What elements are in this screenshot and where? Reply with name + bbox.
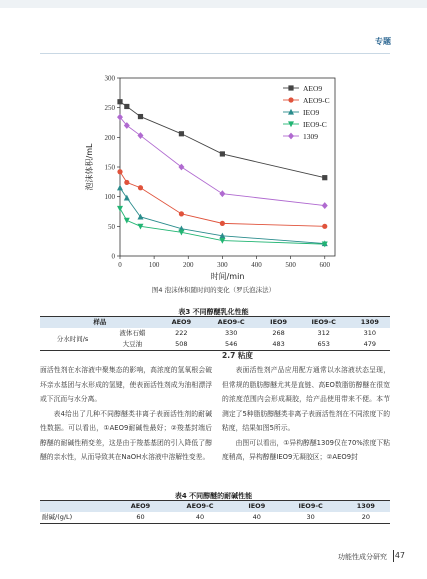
table-header-cell: AEO9-C bbox=[217, 318, 245, 326]
table-cell: 20 bbox=[361, 513, 370, 521]
section-tag: 专题 bbox=[375, 37, 391, 46]
legend-marker bbox=[288, 97, 293, 102]
series-line bbox=[120, 102, 325, 178]
y-axis-label: 泡沫体积/mL bbox=[85, 143, 94, 191]
data-point bbox=[219, 190, 225, 197]
journal-name: 功能性成分研究 bbox=[338, 553, 387, 561]
left-text-column bbox=[40, 363, 212, 465]
x-tick-label: 500 bbox=[285, 261, 296, 269]
table-cell: 40 bbox=[252, 513, 261, 521]
row-label-cell: 耐碱/(g/L) bbox=[42, 513, 73, 521]
x-tick-label: 0 bbox=[118, 261, 122, 269]
table4-caption: 表4 不同醇醚的耐碱性能 bbox=[174, 492, 253, 500]
legend-label: AEO9-C bbox=[303, 96, 330, 105]
data-point bbox=[117, 99, 122, 104]
data-point bbox=[124, 104, 129, 109]
legend-label: AEO9 bbox=[303, 84, 323, 93]
legend-marker bbox=[288, 85, 293, 90]
top-band bbox=[0, 0, 427, 8]
y-tick-label: 250 bbox=[104, 104, 115, 113]
table-header-cell: IEO9 bbox=[248, 502, 266, 510]
legend-label: IEO9 bbox=[303, 108, 320, 117]
table-header-cell: AEO9-C bbox=[186, 502, 214, 510]
data-point bbox=[179, 131, 184, 136]
data-point bbox=[322, 224, 327, 229]
table-cell: 60 bbox=[136, 513, 145, 521]
legend-label: 1309 bbox=[303, 132, 318, 141]
data-point bbox=[138, 185, 143, 190]
row-label-cell: 液体石蜡 bbox=[119, 329, 146, 337]
table-header-cell: IEO9 bbox=[270, 318, 288, 326]
table-cell: 30 bbox=[306, 513, 315, 521]
series-line bbox=[120, 172, 325, 227]
table-cell: 330 bbox=[224, 329, 238, 337]
table-cell: 479 bbox=[363, 340, 376, 348]
emulsification-table bbox=[40, 316, 390, 351]
data-point bbox=[117, 206, 123, 212]
table-cell: 310 bbox=[363, 329, 376, 337]
table-header-cell: AEO9 bbox=[171, 318, 192, 326]
y-tick-label: 200 bbox=[104, 133, 115, 142]
table-cell: 312 bbox=[317, 329, 330, 337]
table3-caption: 表3 不同醇醚乳化性能 bbox=[178, 308, 249, 316]
data-point bbox=[220, 151, 225, 156]
table-cell: 546 bbox=[224, 340, 238, 348]
table-cell: 508 bbox=[175, 340, 188, 348]
table-cell: 40 bbox=[195, 513, 205, 521]
data-point bbox=[117, 185, 123, 191]
right-text-column bbox=[222, 349, 390, 465]
data-point bbox=[124, 180, 129, 185]
section-heading: 2.7 粘度 bbox=[222, 351, 253, 360]
x-axis-label: 时间/min bbox=[210, 272, 245, 281]
data-point bbox=[117, 169, 122, 174]
x-tick-label: 200 bbox=[183, 261, 194, 269]
data-point bbox=[138, 114, 143, 119]
table-header-cell: AEO9 bbox=[130, 502, 151, 510]
y-tick-label: 150 bbox=[104, 163, 115, 172]
table-header-cell: IEO9-C bbox=[311, 318, 336, 326]
x-tick-label: 100 bbox=[148, 261, 160, 269]
data-point bbox=[178, 164, 184, 171]
y-tick-label: 300 bbox=[104, 74, 115, 83]
table-row bbox=[40, 512, 390, 524]
table-header-cell: 1309 bbox=[360, 318, 379, 326]
figure-caption: 图4 泡沫体积随时间的变化（罗氏泡沫法） bbox=[151, 286, 276, 294]
x-tick-label: 300 bbox=[217, 261, 228, 269]
paragraph: 面活性剂在水溶液中聚集态的影响，高浓度的氢氧根会破坏亲水基团与水形成的氢键，使表面活性剂成为油相漂浮或下沉而与水分离。 bbox=[40, 366, 212, 403]
foam-volume-chart bbox=[40, 60, 390, 290]
data-point bbox=[322, 202, 328, 209]
table-cell: 653 bbox=[317, 340, 330, 348]
data-point bbox=[322, 175, 327, 180]
data-point bbox=[124, 218, 130, 224]
table-header-cell: 样品 bbox=[93, 318, 107, 326]
chart-svg bbox=[40, 60, 390, 290]
row-label-cell: 大豆油 bbox=[122, 340, 143, 348]
y-tick-label: 50 bbox=[108, 222, 115, 231]
table-header-cell: IEO9-C bbox=[298, 502, 323, 510]
table-cell: 483 bbox=[272, 340, 285, 348]
data-point bbox=[220, 221, 225, 226]
x-tick-label: 600 bbox=[319, 261, 331, 269]
legend-label: IEO9-C bbox=[303, 120, 327, 129]
header-rule bbox=[40, 53, 390, 54]
table-cell: 222 bbox=[175, 329, 188, 337]
group-label-cell: 分水时间/s bbox=[56, 334, 89, 343]
data-point bbox=[137, 132, 143, 139]
page-number: 47 bbox=[394, 551, 405, 560]
data-point bbox=[179, 211, 184, 216]
y-tick-label: 0 bbox=[111, 252, 115, 261]
table-header-row bbox=[40, 501, 390, 513]
table-header-row bbox=[40, 317, 390, 329]
x-tick-label: 400 bbox=[251, 261, 262, 269]
alkali-resistance-table bbox=[40, 500, 390, 524]
table-cell: 268 bbox=[272, 329, 285, 337]
paragraph: 由图可以看出，①异构醇醚1309仅在70%浓度下粘度稍高，异构醇醚IEO9无凝胶区；②AEO9封 bbox=[222, 438, 390, 461]
table-header-cell bbox=[40, 501, 115, 513]
table-row bbox=[40, 328, 390, 339]
table-header-cell: 1309 bbox=[356, 502, 375, 510]
y-tick-label: 100 bbox=[104, 193, 115, 202]
paragraph: 表4给出了几种不同醇醚类非离子表面活性剂的耐碱性数据。可以看出，①AEO9耐碱性最好；②羧基封端后醇醚的耐碱性稍变差，这是由于羧基基团的引入降低了醇醚的亲水性，从而导致其在NaOH水溶液中溶解性变差。 bbox=[40, 409, 212, 461]
legend-marker bbox=[288, 133, 294, 140]
paragraph: 表面活性剂产品应用配方通常以水溶液状态呈现，但常规的脂肪醇醚尤其是直链、高EO数脂肪醇醚在很宽的浓度范围内会形成凝胶，给产品使用带来不便。本节测定了5种脂肪醇醚类非离子表面活性剂在不同浓度下的粘度，结果如图5所示。 bbox=[222, 366, 390, 432]
